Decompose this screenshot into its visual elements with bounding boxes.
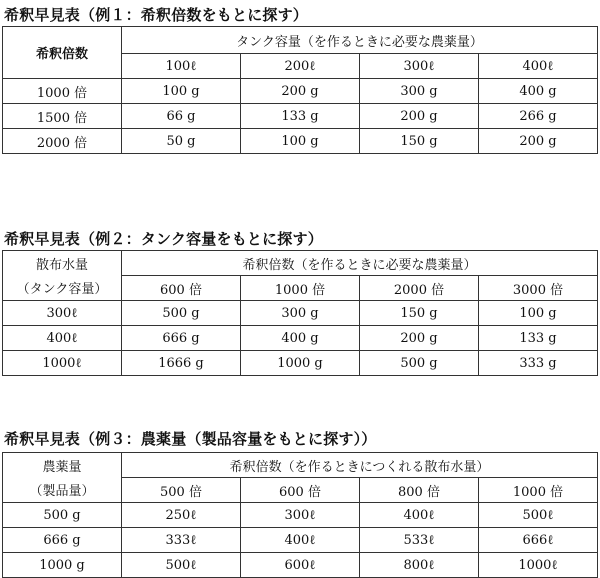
table-cell: 300ℓ [241,503,360,528]
table-cell: 500ℓ [122,553,241,578]
table-cell: 400 g [241,326,360,351]
table-cell: 150 g [360,301,479,326]
table-cell: 500 g [360,351,479,376]
table-cell: 250ℓ [122,503,241,528]
table-2-column-header: 1000 倍 [241,276,360,301]
table-cell: 300 g [360,79,479,104]
table-cell: 100 g [122,79,241,104]
table-2-column-header: 3000 倍 [479,276,598,301]
table-2-corner-header: 散布水量 [3,251,122,276]
table-3-row-label: 1000 g [3,553,122,578]
table-cell: 300 g [241,301,360,326]
table-cell: 533ℓ [360,528,479,553]
dilution-table-1 [2,26,598,154]
table-cell: 1000 g [241,351,360,376]
table-cell: 200 g [241,79,360,104]
table-cell: 400ℓ [360,503,479,528]
table-3-column-header: 500 倍 [122,478,241,503]
table-cell: 333 g [479,351,598,376]
table-row [3,528,598,553]
table-1-group-header: タンク容量（を作るときに必要な農薬量） [122,27,598,54]
dilution-table-2 [2,250,598,376]
table-1-title: 希釈早見表（例１：希釈倍数をもとに探す） [4,6,309,24]
table-row [3,301,598,326]
table-row [3,503,598,528]
table-row [3,104,598,129]
table-cell: 133 g [479,326,598,351]
table-1-column-header: 400ℓ [479,54,598,79]
table-cell: 400ℓ [241,528,360,553]
table-cell: 150 g [360,129,479,154]
table-cell: 800ℓ [360,553,479,578]
table-cell: 133 g [241,104,360,129]
table-row [3,553,598,578]
table-3-column-header: 1000 倍 [479,478,598,503]
table-1-corner-header: 希釈倍数 [3,27,122,79]
table-row [3,351,598,376]
table-2-row-label: 400ℓ [3,326,122,351]
table-2-column-header: 600 倍 [122,276,241,301]
table-cell: 400 g [479,79,598,104]
table-cell: 500 g [122,301,241,326]
table-3-corner-header: 農薬量 [3,453,122,478]
table-row [3,326,598,351]
table-2-group-header: 希釈倍数（を作るときに必要な農薬量） [122,251,598,276]
table-cell: 500ℓ [479,503,598,528]
table-3-column-header: 800 倍 [360,478,479,503]
table-cell: 266 g [479,104,598,129]
table-3-corner-subheader: （製品量） [3,478,122,503]
table-row [3,129,598,154]
table-3-title: 希釈早見表（例３：農薬量（製品容量をもとに探す）） [4,430,377,448]
table-1-column-header: 200ℓ [241,54,360,79]
table-cell: 100 g [241,129,360,154]
table-2-column-header: 2000 倍 [360,276,479,301]
table-1-row-label: 1000 倍 [3,79,122,104]
table-cell: 100 g [479,301,598,326]
table-cell: 200 g [479,129,598,154]
table-3-row-label: 666 g [3,528,122,553]
table-cell: 666ℓ [479,528,598,553]
table-row [3,79,598,104]
table-cell: 333ℓ [122,528,241,553]
table-3-column-header: 600 倍 [241,478,360,503]
table-cell: 200 g [360,104,479,129]
table-cell: 200 g [360,326,479,351]
dilution-table-3 [2,452,598,578]
table-cell: 666 g [122,326,241,351]
table-3-row-label: 500 g [3,503,122,528]
table-cell: 50 g [122,129,241,154]
table-2-row-label: 1000ℓ [3,351,122,376]
table-cell: 600ℓ [241,553,360,578]
table-2-corner-subheader: （タンク容量） [3,276,122,301]
table-cell: 1666 g [122,351,241,376]
table-cell: 1000ℓ [479,553,598,578]
table-1-row-label: 1500 倍 [3,104,122,129]
table-1-row-label: 2000 倍 [3,129,122,154]
table-cell: 66 g [122,104,241,129]
table-1-column-header: 300ℓ [360,54,479,79]
table-2-row-label: 300ℓ [3,301,122,326]
table-2-title: 希釈早見表（例２：タンク容量をもとに探す） [4,230,323,248]
table-1-column-header: 100ℓ [122,54,241,79]
table-3-group-header: 希釈倍数（を作るときにつくれる散布水量） [122,453,598,478]
